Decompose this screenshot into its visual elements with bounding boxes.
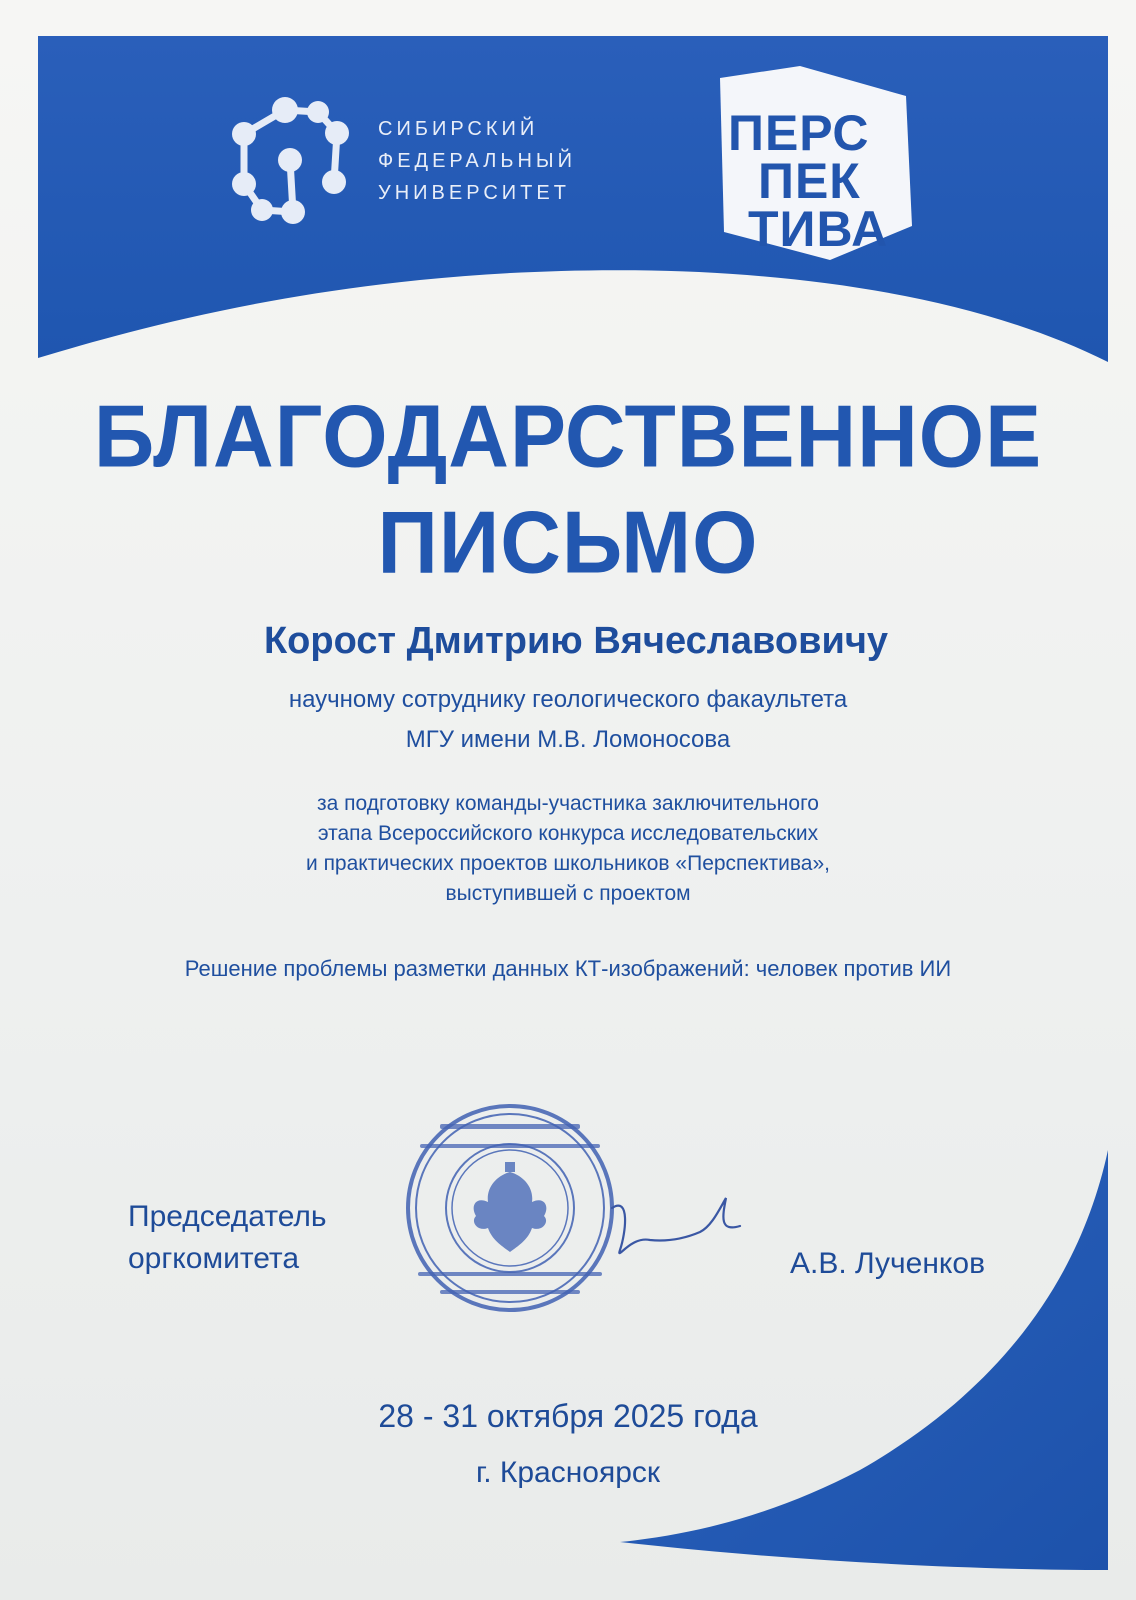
recipient-name: Корост Дмитрию Вячеславовичу [263, 620, 889, 662]
signatory-role-line-2: оргкомитета [128, 1242, 300, 1275]
signatory-name: А.В. Лученков [790, 1247, 986, 1280]
document-title-line-1: БЛАГОДАРСТВЕННОЕ [93, 386, 1043, 486]
seal-emblem-icon [474, 1162, 547, 1252]
university-name-line-2: ФЕДЕРАЛЬНЫЙ [378, 150, 576, 172]
reason-line-2: этапа Всероссийского конкурса исследовательских [317, 822, 819, 845]
contest-logo-line-1: ПЕРС [728, 105, 870, 161]
contest-logo-line-2: ПЕК [758, 153, 861, 209]
project-title: Решение проблемы разметки данных КТ-изображений: человек против ИИ [184, 956, 952, 981]
event-city: г. Красноярск [475, 1456, 661, 1489]
footer-swoosh [620, 1150, 1108, 1570]
reason-line-4: выступившей с проектом [445, 882, 691, 905]
event-dates: 28 - 31 октября 2025 года [378, 1398, 758, 1434]
recipient-position-line-2: МГУ имени М.В. Ломоносова [405, 726, 731, 753]
university-name-line-3: УНИВЕРСИТЕТ [378, 182, 570, 204]
reason-line-1: за подготовку команды-участника заключительного [317, 792, 819, 815]
contest-logo-line-3: ТИВА [748, 201, 889, 257]
reason-line-3: и практических проектов школьников «Перспектива», [306, 852, 830, 875]
header-band [38, 36, 1108, 362]
signature-mark [612, 1198, 740, 1253]
recipient-position-line-1: научному сотруднику геологического факаультета [288, 686, 848, 713]
document-title-line-2: ПИСЬМО [377, 492, 759, 592]
signatory-role-line-1: Председатель [128, 1200, 327, 1233]
university-name-line-1: СИБИРСКИЙ [378, 118, 539, 140]
